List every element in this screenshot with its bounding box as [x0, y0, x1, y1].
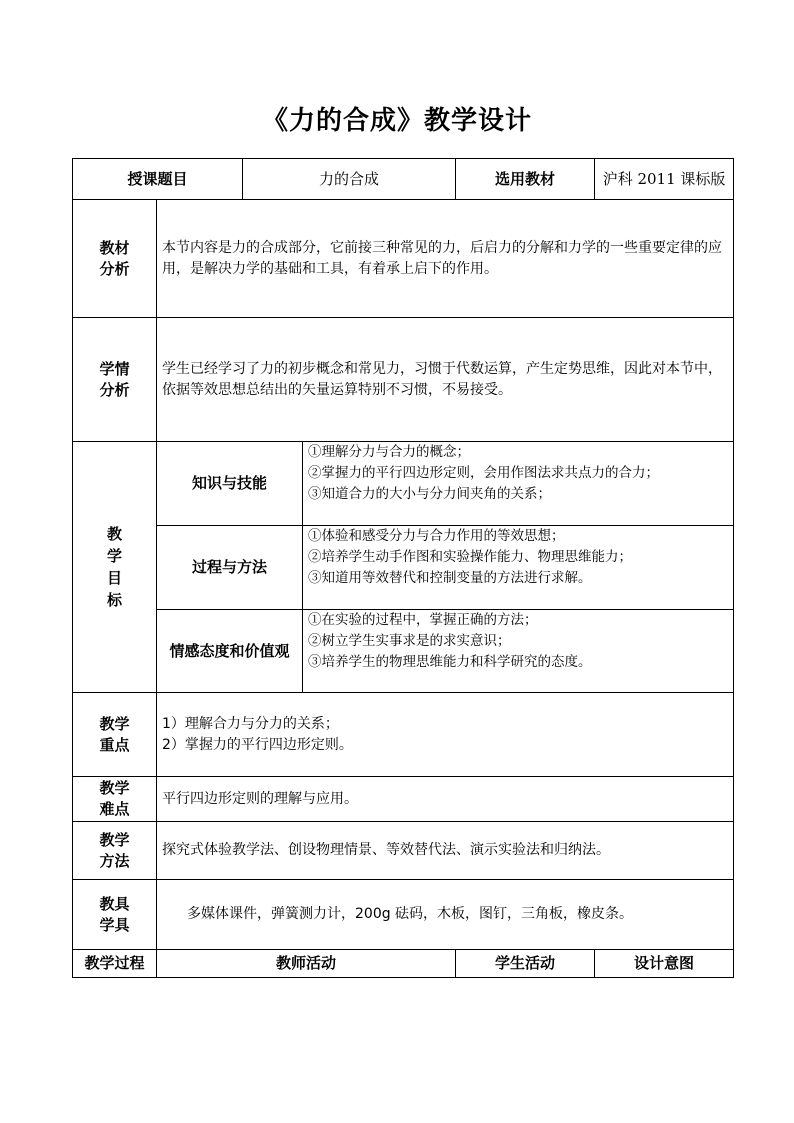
goals-process-row [73, 526, 734, 610]
student-analysis-label: 学情 分析 [73, 318, 157, 442]
process-col-label: 教学过程 [73, 950, 157, 978]
textbook-label: 选用教材 [456, 159, 595, 200]
methods-text: 探究式体验教学法、创设物理情景、等效替代法、演示实验法和归纳法。 [157, 822, 734, 880]
lesson-plan-table [72, 158, 734, 978]
material-analysis-row [73, 200, 734, 318]
teaching-goals-label: 教 学 目 标 [73, 442, 157, 693]
design-intent-header: 设计意图 [595, 950, 734, 978]
attitude-values-label: 情感态度和价值观 [157, 610, 303, 693]
teacher-activity-header: 教师活动 [157, 950, 456, 978]
header-row [73, 159, 734, 200]
attitude-values-list [303, 610, 734, 693]
list-item: ②掌握力的平行四边形定则，会用作图法求共点力的合力； [308, 465, 660, 481]
list-item: ①理解分力与合力的概念； [308, 444, 471, 460]
key-points-row [73, 693, 734, 777]
difficulties-label: 教学 难点 [73, 777, 157, 822]
list-item: ①在实验的过程中，掌握正确的方法； [308, 612, 538, 628]
list-item: ③知道合力的大小与分力间夹角的关系； [308, 486, 552, 502]
key-points-label: 教学 重点 [73, 693, 157, 777]
list-item: ①体验和感受分力与合力作用的等效思想； [308, 528, 565, 544]
material-analysis-label: 教材 分析 [73, 200, 157, 318]
list-item: ③知道用等效替代和控制变量的方法进行求解。 [308, 570, 592, 586]
tools-label: 教具 学具 [73, 880, 157, 950]
methods-label: 教学 方法 [73, 822, 157, 880]
list-item: ②树立学生实事求是的求实意识； [308, 633, 511, 649]
topic-label: 授课题目 [73, 159, 243, 200]
student-analysis-row [73, 318, 734, 442]
knowledge-skills-list [303, 442, 734, 526]
list-item: ②培养学生动手作图和实验操作能力、物理思维能力； [308, 549, 633, 565]
list-item: 2）掌握力的平行四边形定则。 [162, 736, 353, 753]
tools-row [73, 880, 734, 950]
goals-attitude-row [73, 610, 734, 693]
difficulties-text: 平行四边形定则的理解与应用。 [157, 777, 734, 822]
topic-value: 力的合成 [243, 159, 456, 200]
list-item: ③培养学生的物理思维能力和科学研究的态度。 [308, 654, 592, 670]
list-item: 1）理解合力与分力的关系； [162, 715, 339, 732]
process-header-row [73, 950, 734, 978]
student-analysis-text: 学生已经学习了力的初步概念和常见力，习惯于代数运算，产生定势思维，因此对本节中，依据等效思想总结出的矢量运算特别不习惯，不易接受。 [157, 318, 734, 442]
textbook-value: 沪科 2011 课标版 [595, 159, 734, 200]
page-title: 《力的合成》教学设计 [261, 106, 532, 136]
process-methods-list [303, 526, 734, 610]
student-activity-header: 学生活动 [456, 950, 595, 978]
material-analysis-text: 本节内容是力的合成部分，它前接三种常见的力，后启力的分解和力学的一些重要定律的应用，是解决力学的基础和工具，有着承上启下的作用。 [157, 200, 734, 318]
tools-text: 多媒体课件，弹簧测力计，200g 砝码，木板，图钉，三角板，橡皮条。 [157, 880, 734, 950]
process-methods-label: 过程与方法 [157, 526, 303, 610]
goals-knowledge-row [73, 442, 734, 526]
methods-row [73, 822, 734, 880]
key-points-list [157, 693, 734, 777]
difficulties-row [73, 777, 734, 822]
knowledge-skills-label: 知识与技能 [157, 442, 303, 526]
